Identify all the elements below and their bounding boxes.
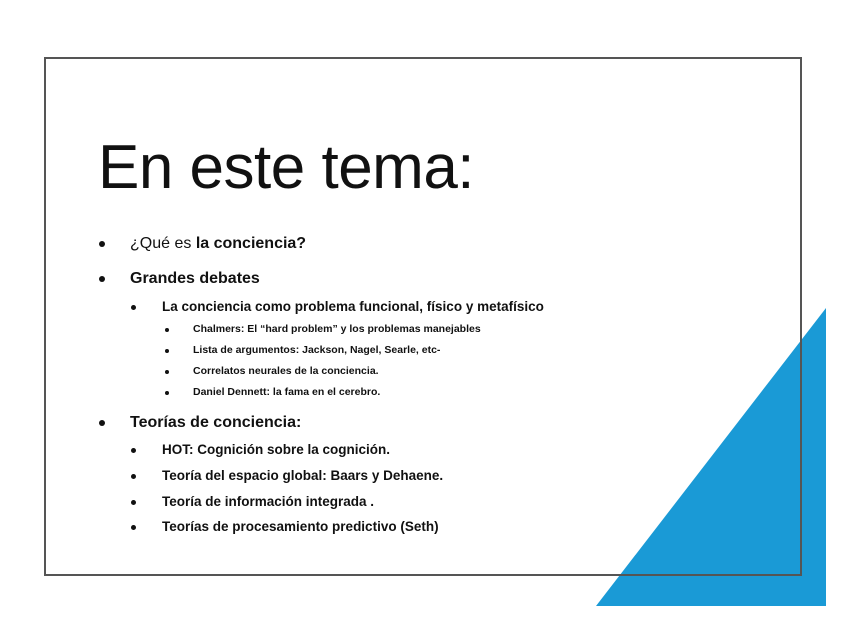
bullet-text: Correlatos neurales de la conciencia. (193, 365, 379, 377)
sub-bullet-hot (162, 442, 390, 457)
slide-title: En este tema: (98, 133, 475, 202)
bullet-dot (99, 241, 105, 247)
bullet-dot (131, 474, 136, 479)
bullet-dot (165, 328, 169, 332)
bullet-dot (131, 525, 136, 530)
bullet-text: Grandes debates (130, 270, 260, 287)
bullet-text: Teorías de procesamiento predictivo (Seth) (162, 519, 439, 534)
bullet-text: La conciencia como problema funcional, físico y metafísico (162, 299, 544, 314)
bullet-dot (165, 391, 169, 395)
sub-sub-bullet-chalmers (193, 323, 481, 335)
bullet-text: Lista de argumentos: Jackson, Nagel, Searle, etc- (193, 344, 441, 356)
sub-sub-bullet-dennett (193, 386, 380, 398)
bullet-dot (99, 276, 105, 282)
bullet-what-is-consciousness (130, 235, 306, 253)
bullet-dot (131, 448, 136, 453)
bullet-dot (165, 349, 169, 353)
bullet-text-bold: la conciencia? (195, 235, 307, 252)
bullet-text: Teoría del espacio global: Baars y Dehaene. (162, 468, 444, 483)
bullet-dot (131, 500, 136, 505)
bullet-dot (99, 420, 105, 426)
bullet-dot (131, 305, 136, 310)
sub-bullet-iit (162, 494, 374, 509)
bullet-grandes-debates (130, 270, 260, 288)
bullet-text: HOT: Cognición sobre la cognición. (162, 442, 391, 457)
sub-sub-bullet-arguments (193, 344, 440, 356)
bullet-text: Daniel Dennett: la fama en el cerebro. (193, 386, 381, 398)
bullet-text: ¿Qué es (130, 235, 196, 252)
sub-bullet-predictive (162, 519, 439, 534)
sub-bullet-global-workspace (162, 468, 443, 483)
bullet-teorias (130, 414, 301, 432)
sub-sub-bullet-correlates (193, 365, 379, 377)
bullet-text: Chalmers: El “hard problem” y los problemas manejables (193, 323, 481, 335)
sub-bullet-problem (162, 299, 544, 314)
bullet-text: Teoría de información integrada . (162, 494, 375, 509)
bullet-dot (165, 370, 169, 374)
bullet-text: Teorías de conciencia: (130, 414, 302, 431)
